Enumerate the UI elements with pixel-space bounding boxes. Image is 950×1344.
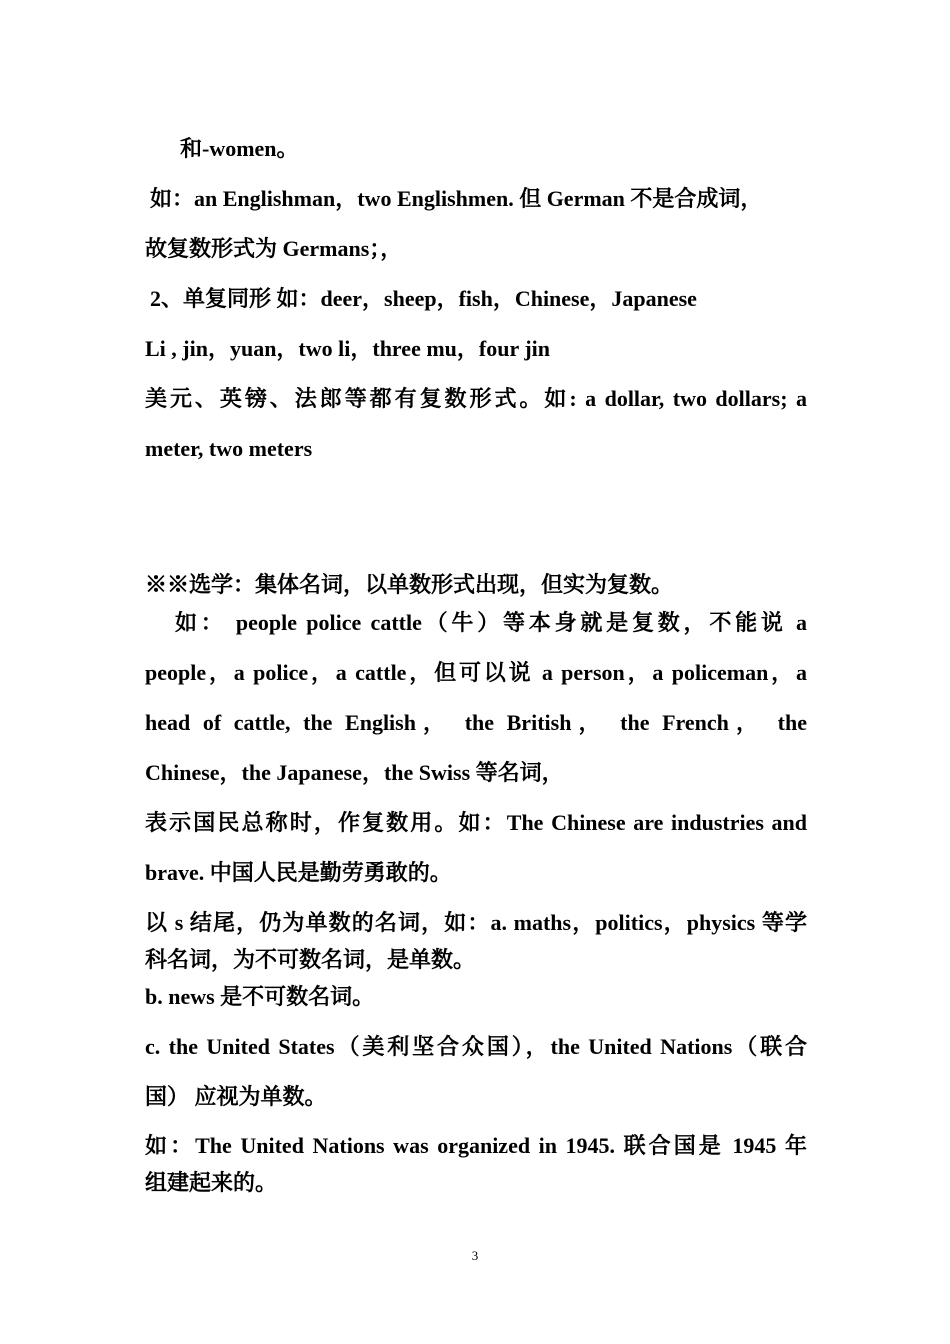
- text-line: 如：The United Nations was organized in 1945. 联合国是 1945 年: [145, 1133, 807, 1158]
- text-line: 国） 应视为单数。: [145, 1084, 327, 1109]
- text-line: 如： people police cattle（牛）等本身就是复数，不能说 a: [175, 610, 807, 635]
- text-line: 美元、英镑、法郎等都有复数形式。如: a dollar, two dollars; a: [145, 386, 807, 411]
- text-line: 组建起来的。: [145, 1170, 278, 1195]
- text-line: people，a police，a cattle，但可以说 a person，a policeman，a: [145, 660, 807, 685]
- section-heading: ※※选学：集体名词，以单数形式出现，但实为复数。: [145, 572, 674, 597]
- text-line: meter, two meters: [145, 436, 313, 461]
- text-line: Li , jin，yuan，two li，three mu，four jin: [145, 336, 550, 361]
- text-line: 以 s 结尾，仍为单数的名词，如：a. maths，politics，physics 等学: [145, 910, 807, 935]
- text-line: Chinese，the Japanese，the Swiss 等名词，: [145, 760, 564, 785]
- text-line: b. news 是不可数名词。: [145, 984, 375, 1009]
- text-line: 如：an Englishman，two Englishmen. 但 German 不是合成词，: [150, 186, 763, 211]
- text-line: 表示国民总称时，作复数用。如：The Chinese are industries and: [145, 810, 807, 835]
- text-line: brave. 中国人民是勤劳勇敢的。: [145, 860, 452, 885]
- text-line: 和-women。: [180, 136, 299, 161]
- text-line: 科名词，为不可数名词，是单数。: [145, 947, 476, 972]
- text-line: c. the United States（美利坚合众国），the United Nations（联合: [145, 1034, 807, 1059]
- text-line: head of cattle, the English， the British， the French， the: [145, 710, 807, 735]
- text-line: 故复数形式为 Germans；，: [145, 236, 403, 261]
- text-line: 2、单复同形 如：deer，sheep，fish，Chinese，Japanese: [150, 286, 697, 311]
- page-number: 3: [471, 1248, 479, 1263]
